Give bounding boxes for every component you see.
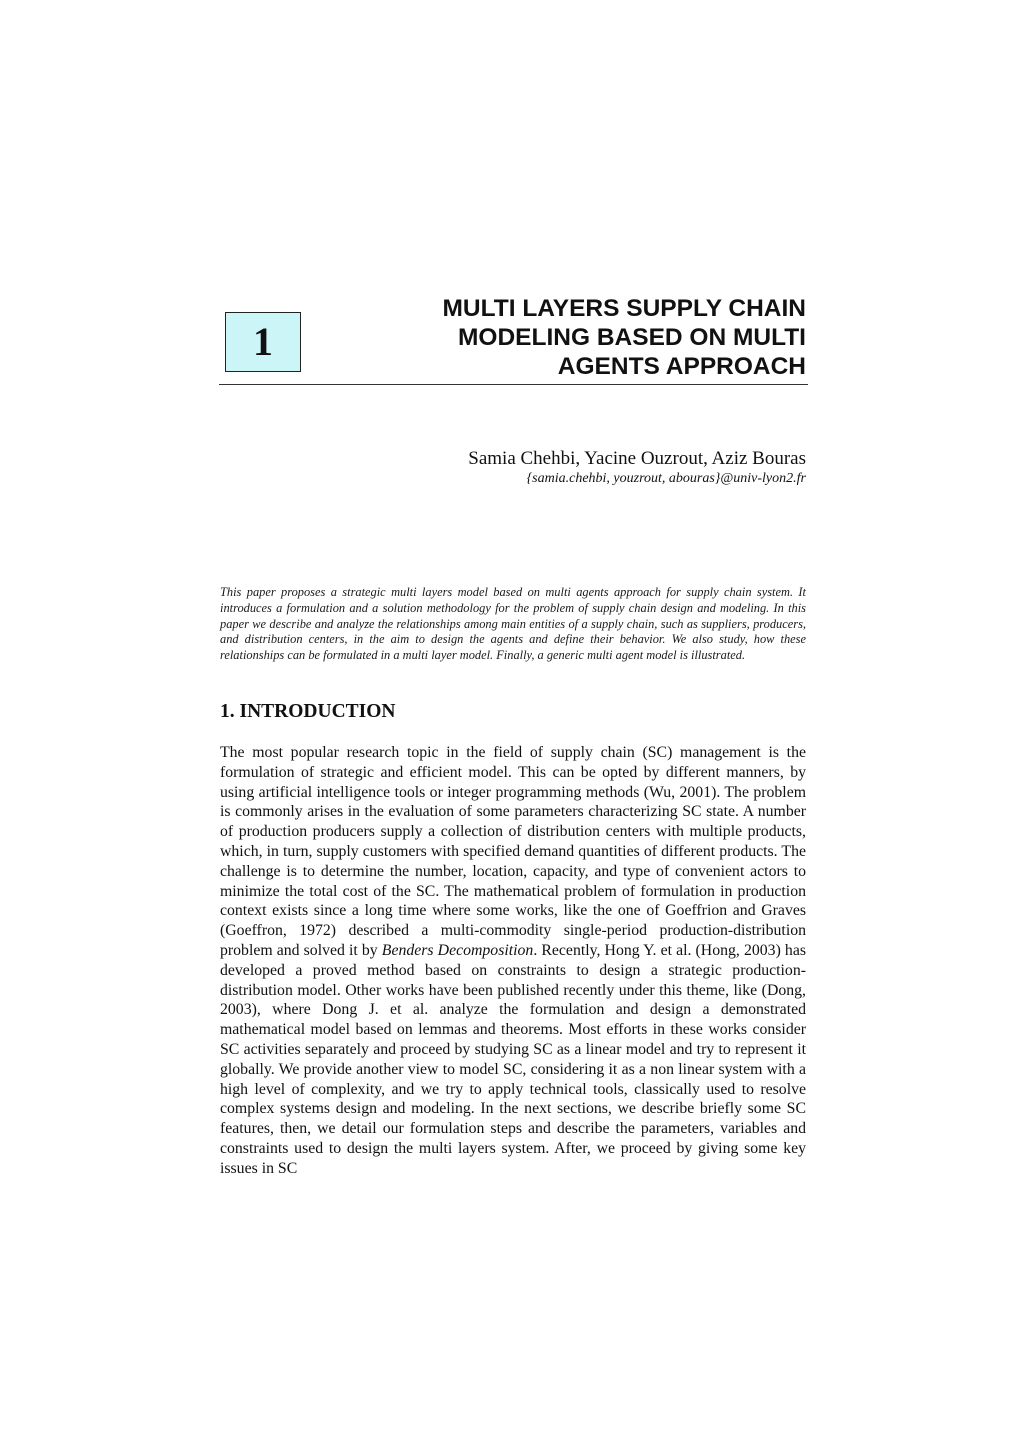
title-line-3: AGENTS APPROACH xyxy=(557,353,806,380)
introduction-text-part-2: . Recently, Hong Y. et al. (Hong, 2003) has developed a proved method based on constraints to design a strategic production-distribution model. Other works have been published recently under this theme, like (Dong, 2003), where Dong J. et al. analyze the formulation and design a demonstrated mathematical model based on lemmas and theorems. Most efforts in these works consider SC activities separately and proceed by studying SC as a linear model and try to represent it globally. We provide another view to model SC, considering it as a non linear system with a high level of complexity, and we try to apply technical tools, classically used to resolve complex systems design and modeling. In the next sections, we describe briefly some SC features, then, we detail our formulation steps and describe the parameters, variables and constraints used to design the multi layers system. After, we proceed by giving some key issues in SC xyxy=(220,941,806,1177)
abstract: This paper proposes a strategic multi layers model based on multi agents approach for supply chain system. It introduces a formulation and a solution methodology for the problem of supply chain design and modeling. In this paper we describe and analyze the relationships among main entities of a supply chain, such as suppliers, producers, and distribution centers, in the aim to design the agents and define their behavior. We also study, how these relationships can be formulated in a multi layer model. Finally, a generic multi agent model is illustrated. xyxy=(220,585,806,663)
title-divider xyxy=(219,384,808,385)
paper-title xyxy=(330,294,806,381)
introduction-paragraph xyxy=(220,743,806,1179)
author-emails: {samia.chehbi, youzrout, abouras}@univ-lyon2.fr xyxy=(526,471,806,486)
title-line-1: MULTI LAYERS SUPPLY CHAIN xyxy=(442,295,806,322)
introduction-text-part-1: The most popular research topic in the field of supply chain (SC) management is the formulation of strategic and efficient model. This can be opted by different manners, by using artificial intelligence tools or integer programming methods (Wu, 2001). The problem is commonly arises in the evaluation of some parameters characterizing SC state. A number of production producers supply a collection of distribution centers with multiple products, which, in turn, supply customers with specified demand quantities of different products. The challenge is to determine the number, location, capacity, and type of convenient actors to minimize the total cost of the SC. The mathematical problem of formulation in production context exists since a long time where some works, like the one of Goeffrion and Graves (Goeffron, 1972) described a multi-commodity single-period production-distribution problem and solved it by xyxy=(220,744,806,959)
chapter-number: 1 xyxy=(253,319,273,364)
introduction-emphasis: Benders Decomposition xyxy=(381,941,534,959)
title-line-2: MODELING BASED ON MULTI xyxy=(458,324,806,351)
chapter-number-box xyxy=(225,312,301,372)
author-names: Samia Chehbi, Yacine Ouzrout, Aziz Bouras xyxy=(468,448,806,469)
section-heading-introduction: 1. INTRODUCTION xyxy=(220,701,396,722)
